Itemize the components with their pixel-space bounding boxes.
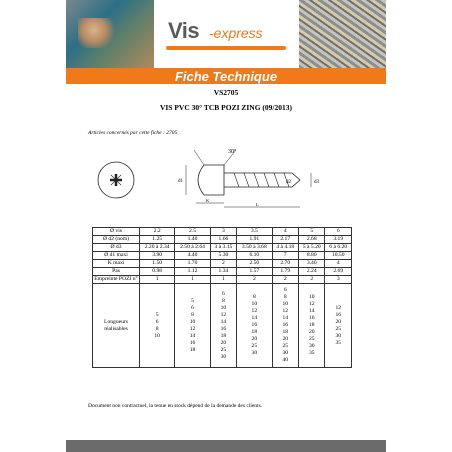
table-cell: 1 (210, 276, 236, 284)
length-value: 8 (252, 294, 256, 300)
row-label: Ø vis (93, 228, 140, 236)
row-label: Ø d2 (nom) (93, 236, 140, 244)
angle-label: 30° (228, 149, 237, 155)
lengths-cell (237, 284, 272, 368)
table-cell: 1.66 (210, 236, 236, 244)
table-row (93, 260, 352, 268)
k-label: K (206, 198, 210, 203)
table-cell: 3 (210, 228, 236, 236)
length-value: 14 (189, 332, 196, 339)
d2-label: d2 (286, 180, 291, 185)
length-value: 18 (189, 346, 196, 353)
table-row (93, 244, 352, 252)
length-value: 30 (335, 332, 342, 339)
length-value: 16 (189, 339, 196, 346)
table-cell: 2 (237, 276, 272, 284)
length-value: 12 (308, 301, 315, 307)
length-value: 5 (191, 297, 194, 304)
length-value: 14 (251, 315, 258, 321)
l-label: L (256, 202, 259, 207)
length-value: 8 (155, 325, 159, 332)
length-value: 16 (251, 322, 258, 328)
table-cell: 2.70 (272, 260, 298, 268)
length-value: 6 (283, 287, 287, 293)
length-value: 6 (222, 290, 225, 297)
lengths-cell (175, 284, 210, 368)
table-cell: 3.19 (325, 236, 352, 244)
title-band (66, 68, 386, 84)
table-row (93, 268, 352, 276)
lengths-cell (272, 284, 298, 368)
length-value: 25 (335, 325, 342, 332)
table-cell: 1.34 (210, 268, 236, 276)
footer-band (66, 440, 386, 452)
d3-label: d3 (314, 180, 319, 185)
length-value: 30 (308, 343, 315, 349)
length-value: 20 (282, 336, 289, 342)
table-row (93, 276, 352, 284)
length-value: 12 (251, 308, 258, 314)
length-value: 5 (155, 311, 159, 318)
length-value: 25 (282, 343, 289, 349)
table-cell: 6 à 6.20 (325, 244, 352, 252)
screw-head-front-view (98, 162, 134, 198)
table-cell: 2 (210, 260, 236, 268)
table-cell: 5.30 (210, 252, 236, 260)
brand-logo (154, 0, 299, 68)
d1-label: d1 (178, 179, 183, 184)
table-cell: 2.17 (272, 236, 298, 244)
length-value: 18 (282, 329, 289, 335)
document-page (66, 0, 386, 452)
table-cell: 2.50 à 2.64 (175, 244, 210, 252)
table-cell: 5 à 5.20 (299, 244, 325, 252)
table-cell: 3.90 (140, 252, 175, 260)
table-row (93, 236, 352, 244)
table-cell: 4 (325, 260, 352, 268)
length-value: 30 (282, 350, 289, 356)
table-cell: 3.50 à 3.68 (237, 244, 272, 252)
header-photo-hands (66, 0, 154, 68)
length-value: 12 (220, 311, 227, 318)
length-value: 16 (282, 322, 289, 328)
length-value: 18 (220, 332, 227, 339)
length-value: 10 (189, 318, 196, 325)
table-cell: 5 (299, 228, 325, 236)
length-value: 30 (251, 350, 258, 356)
table-cell: 2 (299, 276, 325, 284)
length-value: 16 (335, 311, 342, 318)
table-cell: 2 (272, 276, 298, 284)
table-cell: 3 à 3.15 (210, 244, 236, 252)
table-cell: 2.50 (237, 260, 272, 268)
length-value: 35 (335, 339, 342, 346)
length-value: 14 (282, 315, 289, 321)
length-value: 12 (335, 304, 342, 311)
table-cell: 4.40 (175, 252, 210, 260)
table-cell: 1.25 (140, 236, 175, 244)
lengths-cell (325, 284, 352, 368)
table-cell: 1.91 (237, 236, 272, 244)
lengths-cell (299, 284, 325, 368)
concerned-articles: Articles concernés par cette fiche : 2705 (88, 130, 178, 136)
product-reference: VS2705 (213, 88, 239, 97)
length-value: 12 (282, 308, 289, 314)
row-label: K maxi (93, 260, 140, 268)
screw-technical-drawing (86, 145, 346, 215)
length-value: 14 (308, 308, 315, 314)
length-value: 6 (191, 304, 194, 311)
disclaimer-note: Document non contractuel, la tenue en stock dépend de la demande des clients. (88, 403, 263, 409)
screw-side-view (186, 150, 311, 207)
length-value: 25 (308, 336, 315, 342)
header-photo-screws (299, 0, 386, 68)
length-value: 20 (335, 318, 342, 325)
table-cell: 2.2 (140, 228, 175, 236)
table-cell: 1 (140, 276, 175, 284)
table-cell: 1.50 (140, 260, 175, 268)
table-cell: 6 (325, 228, 352, 236)
table-cell: 0.98 (140, 268, 175, 276)
length-value: 12 (189, 325, 196, 332)
table-cell: 2.5 (175, 228, 210, 236)
logo-suffix-text: -express (209, 25, 263, 41)
length-value: 10 (282, 301, 289, 307)
table-cell: 2.20 à 2.34 (140, 244, 175, 252)
lengths-cell (140, 284, 175, 368)
length-value: 8 (283, 294, 287, 300)
length-value: 18 (251, 329, 258, 335)
table-cell: 3.40 (299, 260, 325, 268)
table-cell: 1.40 (175, 236, 210, 244)
length-value: 30 (220, 353, 227, 360)
length-value: 10 (251, 301, 258, 307)
table-cell: 3 (325, 276, 352, 284)
table-cell: 1.79 (272, 268, 298, 276)
length-value: 8 (222, 297, 225, 304)
row-label: Pas (93, 268, 140, 276)
length-value: 18 (308, 322, 315, 328)
table-cell: 4 (272, 228, 298, 236)
table-cell: 1.70 (175, 260, 210, 268)
length-value: 40 (282, 357, 289, 363)
row-label: Empreinte POZI n° (94, 276, 138, 282)
length-value: 20 (251, 336, 258, 342)
length-value: 20 (308, 329, 315, 335)
length-value: 10 (220, 304, 227, 311)
table-cell: 4 à 4.18 (272, 244, 298, 252)
length-value: 10 (308, 294, 315, 300)
table-cell: 10.50 (325, 252, 352, 260)
row-label: Ø d1 maxi (93, 252, 140, 260)
specification-table (92, 227, 352, 368)
table-cell: 1 (175, 276, 210, 284)
logo-swoosh (166, 46, 286, 50)
lengths-label: Longueurs réalisables (93, 284, 140, 368)
table-cell: 2.24 (299, 268, 325, 276)
product-name: VIS PVC 30° TCB POZI ZING (09/2013) (159, 103, 293, 112)
table-cell: 1.12 (175, 268, 210, 276)
length-value: 16 (220, 325, 227, 332)
length-value: 8 (191, 311, 194, 318)
band-title: Fiche Technique (174, 68, 278, 84)
table-cell: 8.80 (299, 252, 325, 260)
table-cell: 2.68 (299, 236, 325, 244)
length-value: 14 (220, 318, 227, 325)
table-cell: 6.10 (237, 252, 272, 260)
length-value: 6 (155, 318, 159, 325)
length-value: 35 (308, 350, 315, 356)
table-cell: 3.5 (237, 228, 272, 236)
length-value: 25 (220, 346, 227, 353)
logo-main-text: Vis (168, 18, 200, 43)
length-value: 16 (308, 315, 315, 321)
table-cell: 1.57 (237, 268, 272, 276)
table-cell: 2.69 (325, 268, 352, 276)
table-row (93, 252, 352, 260)
length-value: 20 (220, 339, 227, 346)
length-value: 10 (154, 332, 160, 339)
table-row (93, 228, 352, 236)
row-label: Ø d3 (93, 244, 140, 252)
lengths-cell (210, 284, 236, 368)
table-cell: 7 (272, 252, 298, 260)
length-value: 25 (251, 343, 258, 349)
lengths-row (93, 284, 352, 368)
